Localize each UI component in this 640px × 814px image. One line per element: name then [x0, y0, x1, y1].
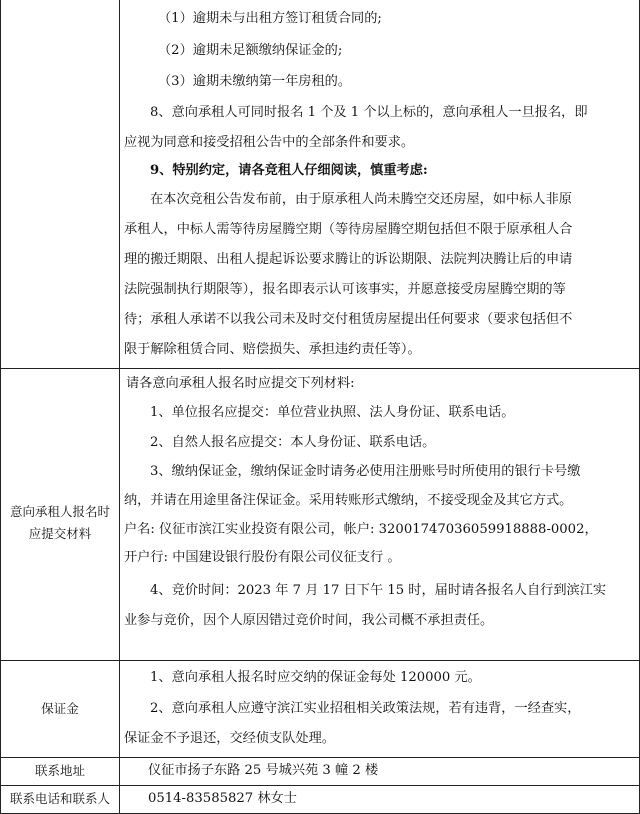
contact-value: 0514-83585827 林女士 [148, 791, 297, 806]
row-divider [0, 785, 640, 786]
materials-line: 请各意向承租人报名时应提交下列材料: [126, 376, 355, 391]
clause-9-line: 在本次竞租公告发布前，由于原承租人尚未腾空交还房屋，如中标人非原 [150, 192, 572, 207]
clause-8-line-1: 8、意向承租人可同时报名 1 个及 1 个以上标的，意向承租人一旦报名，即 [150, 105, 588, 120]
clause-9-line: 承租人，中标人需等待房屋腾空期（等待房屋腾空期包括但不限于原承租人合 [124, 222, 573, 237]
materials-bank-line: 开户行: 中国建设银行股份有限公司仪征支行 。 [124, 550, 401, 565]
clause-item-1: （1）逾期未与出租方签订租赁合同的; [158, 11, 382, 26]
address-label: 联系地址 [34, 763, 85, 778]
clause-9-line: 待；承租人承诺不以我公司未及时交付租赁房屋提出任何要求（要求包括但不 [124, 312, 573, 327]
deposit-label: 保证金 [41, 701, 79, 716]
materials-line: 业参与竞价，因个人原因错过竞价时间，我公司概不承担责任。 [124, 613, 494, 628]
clause-9-title: 9、特别约定，请各竞租人仔细阅读，慎重考虑: [150, 163, 428, 178]
clause-8-line-2: 应视为同意和接受招租公告中的全部条件和要求。 [124, 135, 415, 150]
materials-line: 2、自然人报名应提交：本人身份证、联系电话。 [150, 435, 436, 450]
deposit-line: 1、意向承租人报名时应交纳的保证金每处 120000 元。 [150, 670, 481, 685]
materials-account-name-line: 户名: 仪征市滨江实业投资有限公司，帐户: 32001747036059918888-0002， [124, 522, 598, 537]
clause-9-line: 限于解除租赁合同、赔偿损失、承担违约责任等）。 [124, 342, 421, 357]
materials-line: 纳，并请在用途里备注保证金。采用转账形式缴纳，不接受现金及其它方式。 [124, 493, 573, 508]
address-value: 仪征市扬子东路 25 号城兴苑 3 幢 2 楼 [148, 763, 379, 778]
contact-label: 联系电话和联系人 [9, 791, 110, 806]
table-border-left [0, 0, 1, 814]
materials-label-line-2: 应提交材料 [28, 526, 92, 541]
clause-9-line: 法院强制执行期限等），报名即表示认可该事实，并愿意接受房屋腾空期的等 [124, 282, 566, 297]
materials-line: 1、单位报名应提交：单位营业执照、法人身份证、联系电话。 [150, 405, 515, 420]
clause-item-2: （2）逾期未足额缴纳保证金的; [158, 43, 343, 58]
materials-line: 4、竞价时间：2023 年 7 月 17 日下午 15 时，届时请各报名人自行到滨江实 [150, 583, 607, 598]
materials-line: 3、缴纳保证金，缴纳保证金时请务必使用注册账号时所使用的银行卡号缴 [150, 464, 581, 479]
deposit-line: 保证金不予退还，交经侦支队处理。 [124, 731, 335, 746]
clause-item-3: （3）逾期未缴纳第一年房租的。 [158, 74, 352, 89]
row-divider [0, 757, 640, 758]
clause-9-line: 理的搬迁期限、出租人提起诉讼要求腾让的诉讼期限、法院判决腾让后的申请 [124, 252, 573, 267]
deposit-line: 2、意向承租人应遵守滨江实业招租相关政策法规，若有违背，一经查实， [150, 701, 581, 716]
row-divider [0, 368, 640, 369]
row-divider [0, 660, 640, 661]
materials-label-line-1: 意向承租人报名时 [9, 504, 110, 519]
